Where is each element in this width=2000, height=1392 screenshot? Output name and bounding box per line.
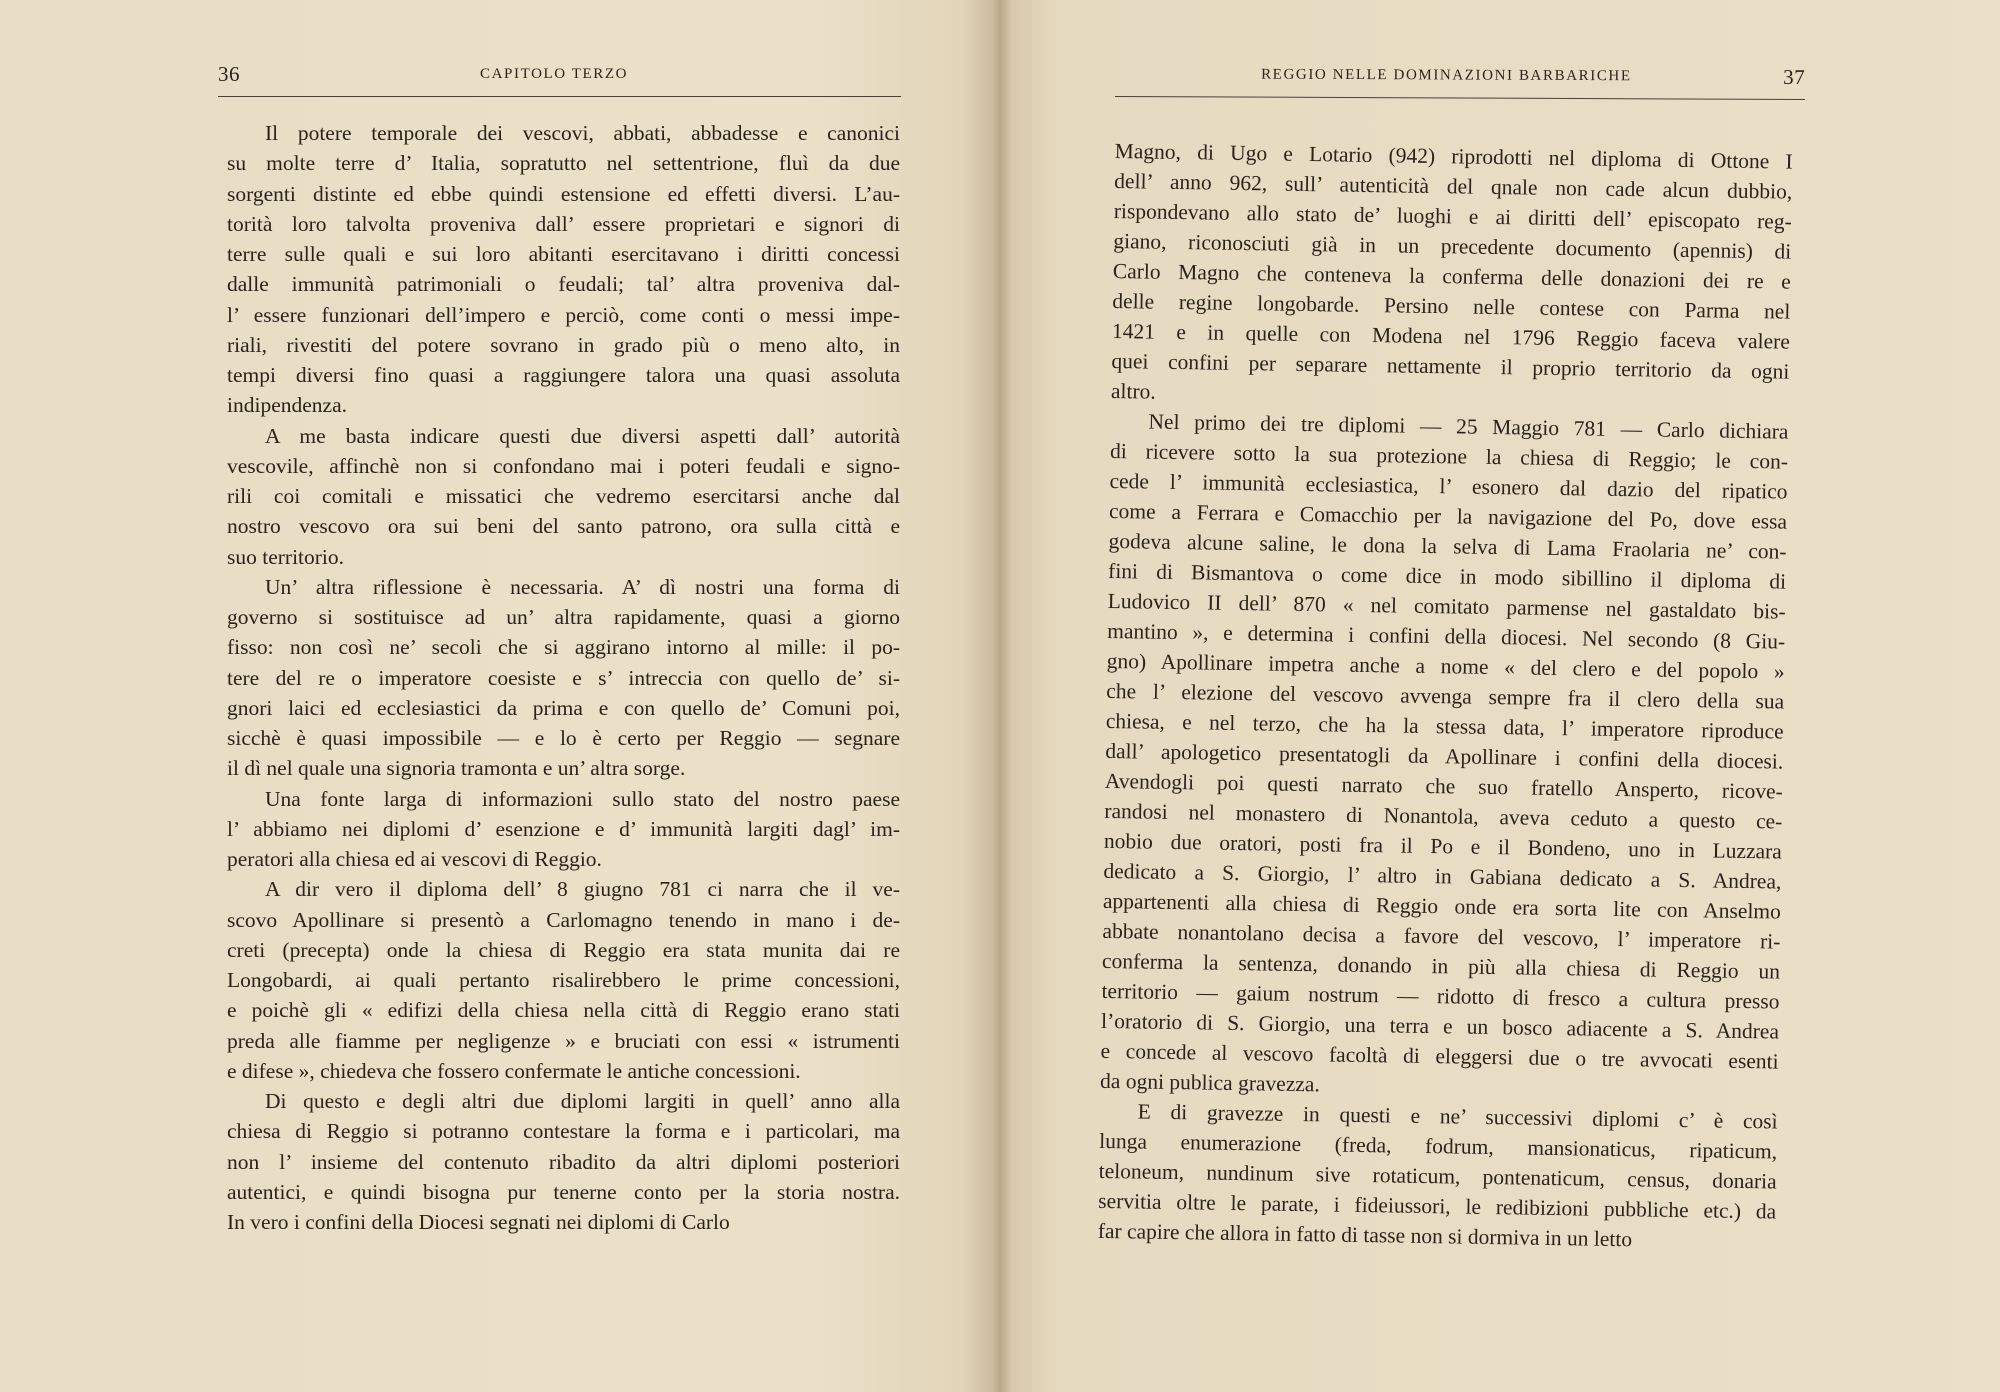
text-line: E di gravezze in questi e ne’ successivi diplomi c’ è così [1137, 1099, 1778, 1134]
text-line: appartenenti alla chiesa di Reggio onde era sorta lite con Anselmo [1102, 888, 1782, 924]
text-line: da ogni publica gravezza. [1099, 1068, 1320, 1097]
text-line: autentici, e quindi bisogna pur tenerne conto per la storia nostra. [227, 1179, 900, 1204]
text-line: godeva alcune saline, le dona la selva di Lama Fraolaria ne’ con- [1108, 528, 1787, 564]
text-line: servitia oltre le parate, i fideiussori, le redibizioni pubbliche etc.) da [1098, 1188, 1777, 1224]
right-page [1015, 0, 2000, 1392]
left-page-header [218, 60, 901, 97]
text-line: come a Ferrara e Comacchio per la navigazione del Po, dove essa [1108, 498, 1788, 534]
text-line: riali, rivestiti del potere sovrano in grado più o meno alto, in [227, 332, 900, 357]
text-line: gnori laici ed ecclesiastici da prima e con quello de’ Comuni poi, [227, 695, 900, 720]
text-line: Longobardi, ai quali pertanto risalirebbero le prime concessioni, [227, 968, 900, 992]
text-line: chiesa, e nel terzo, che ha la stessa data, l’ imperatore riproduce [1105, 708, 1784, 744]
left-page-number: 36 [218, 62, 240, 86]
text-line: suo territorio. [227, 544, 345, 569]
left-page [0, 0, 985, 1392]
text-line: A me basta indicare questi due diversi aspetti dall’ autorità [265, 423, 900, 448]
text-line: 1421 e in quelle con Modena nel 1796 Reggio faceva valere [1111, 318, 1791, 354]
text-line: l’ abbiamo nei diplomi d’ esenzione e d’ immunità largiti dagl’ im- [227, 816, 900, 841]
text-line: Carlo Magno che conteneva la conferma delle donazioni dei re e [1112, 258, 1791, 294]
text-line: Il potere temporale dei vescovi, abbati, abbadesse e canonici [265, 121, 900, 145]
text-line: e poichè gli « edifizi della chiesa nella città di Reggio erano stati [227, 998, 900, 1023]
text-line: tempi diversi fino quasi a raggiungere talora una quasi assoluta [227, 363, 900, 387]
text-line: chiesa di Reggio si potranno contestare la forma e i particolari, ma [227, 1119, 900, 1144]
text-line: sorgenti distinte ed ebbe quindi estensione ed effetti diversi. L’au- [227, 181, 900, 206]
text-line: quei confini per separare nettamente il proprio territorio da ogni [1111, 348, 1790, 384]
text-line: In vero i confini della Diocesi segnati nei diplomi di Carlo [227, 1210, 730, 1234]
text-line: terre sulle quali e sui loro abitanti esercitavano i diritti concessi [227, 242, 900, 266]
text-line: dell’ anno 962, sull’ autenticità del qnale non cade alcun dubbio, [1114, 168, 1793, 204]
text-line: nostro vescovo ora sui beni del santo patrono, ora sulla città e [227, 514, 900, 539]
text-line: Una fonte larga di informazioni sullo stato del nostro paese [265, 786, 900, 811]
right-page-number: 37 [1783, 64, 1806, 90]
text-line: tere del re o imperatore coesiste e s’ intreccia con quello de’ si- [227, 665, 900, 690]
text-line: Nel primo dei tre diplomi — 25 Maggio 781 — Carlo dichiara [1148, 409, 1789, 444]
text-line: far capire che allora in fatto di tasse non si dormiva in un letto [1097, 1218, 1633, 1252]
text-line: e difese », chiedeva che fossero confermate le antiche concessioni. [227, 1058, 801, 1083]
text-line: Di questo e degli altri due diplomi largiti in quell’ anno alla [265, 1089, 900, 1113]
text-line: gno) Apollinare impetra anche a nome « del clero e del popolo » [1106, 648, 1785, 684]
text-line: dedicato a S. Giorgio, l’ altro in Gabiana dedicato a S. Andrea, [1103, 858, 1782, 894]
text-line: fini di Bismantova o come dice in modo sibillino il diploma di [1107, 558, 1787, 594]
text-line: preda alle fiamme per negligenze » e bruciati con essi « istrumenti [227, 1028, 900, 1053]
text-line: torità loro talvolta proveniva dall’ essere proprietari e signori di [227, 211, 900, 236]
text-line: lunga enumerazione (freda, fodrum, mansionaticus, ripaticum, [1099, 1128, 1778, 1164]
text-line: su molte terre d’ Italia, sopratutto nel settentrione, fluì da due [227, 151, 900, 176]
text-line: territorio — gaium nostrum — ridotto di fresco a cultura presso [1101, 978, 1780, 1014]
text-line: A dir vero il diploma dell’ 8 giugno 781 ci narra che il ve- [265, 877, 900, 902]
text-line: conferma la sentenza, donando in più alla chiesa di Reggio un [1101, 948, 1781, 984]
text-line: che l’ elezione del vescovo avvenga sempre fra il clero della sua [1106, 678, 1785, 714]
text-line: scovo Apollinare si presentò a Carlomagno tenendo in mano i de- [227, 907, 900, 932]
text-line: indipendenza. [227, 393, 347, 418]
right-page-body [1098, 136, 1793, 1257]
text-line: randosi nel monastero di Nonantola, aveva ceduto a questo ce- [1104, 798, 1783, 834]
text-line: delle regine longobarde. Persino nelle contese con Parma nel [1112, 288, 1791, 324]
text-line: l’oratorio di S. Giorgio, una terra e un bosco adiacente a S. Andrea [1100, 1008, 1780, 1044]
text-line: altro. [1110, 378, 1156, 404]
text-line: vescovile, affinchè non si confondano mai i poteri feudali e signo- [227, 453, 900, 478]
text-line: rili coi comitali e missatici che vedremo esercitarsi anche dal [227, 484, 900, 508]
text-line: creti (precepta) onde la chiesa di Reggio era stata munita dai re [227, 937, 900, 962]
text-line: teloneum, nundinum sive rotaticum, pontenaticum, census, donaria [1098, 1158, 1777, 1194]
text-line: rispondevano allo stato de’ luoghi e ai diritti dell’ episcopato reg- [1113, 198, 1792, 234]
text-line: e concede al vescovo facoltà di eleggersi due o tre avvocati esenti [1100, 1038, 1779, 1074]
text-line: dalle immunità patrimoniali o feudali; tal’ altra proveniva dal- [227, 272, 900, 297]
text-line: peratori alla chiesa ed ai vescovi di Reggio. [227, 847, 602, 871]
text-line: l’ essere funzionari dell’impero e perciò, come conti o messi impe- [227, 302, 900, 327]
left-page-body [227, 118, 900, 1237]
text-line: Ludovico II dell’ 870 « nel comitato parmense nel gastaldato bis- [1107, 588, 1786, 624]
text-line: cede l’ immunità ecclesiastica, l’ esonero dal dazio del ripatico [1109, 468, 1788, 504]
text-line: sicchè è quasi impossibile — e lo è certo per Reggio — segnare [227, 726, 900, 750]
text-line: governo si sostituisce ad un’ altra rapidamente, quasi a giorno [227, 605, 900, 629]
text-line: di ricevere sotto la sua protezione la chiesa di Reggio; le con- [1109, 438, 1789, 474]
text-line: Un’ altra riflessione è necessaria. A’ dì nostri una forma di [265, 574, 900, 599]
text-line: nobio due oratori, posti fra il Po e il Bondeno, uno in Luzzara [1103, 828, 1783, 864]
text-line: Magno, di Ugo e Lotario (942) riprodotti nel diploma di Ottone I [1114, 138, 1793, 174]
right-page-header [1115, 60, 1805, 100]
text-line: mantino », e determina i confini della diocesi. Nel secondo (8 Giu- [1107, 618, 1786, 654]
text-line: il dì nel quale una signoria tramonta e un’ altra sorge. [227, 756, 686, 781]
text-line: giano, riconosciuti già in un precedente documento (apennis) di [1113, 228, 1792, 264]
left-running-head: CAPITOLO TERZO [480, 66, 629, 82]
text-line: abbate nonantolano decisa a favore del vescovo, l’ imperatore ri- [1102, 918, 1781, 954]
text-line: dall’ apologetico presentatogli da Apollinare i confini della diocesi. [1105, 738, 1784, 774]
text-line: fisso: non così ne’ secoli che si aggirano intorno al mille: il po- [227, 635, 900, 660]
text-line: Avendogli poi questi narrato che suo fratello Ansperto, ricove- [1104, 768, 1783, 804]
right-running-head: REGGIO NELLE DOMINAZIONI BARBARICHE [1261, 66, 1632, 85]
text-line: non l’ insieme del contenuto ribadito da altri diplomi posteriori [227, 1149, 900, 1174]
